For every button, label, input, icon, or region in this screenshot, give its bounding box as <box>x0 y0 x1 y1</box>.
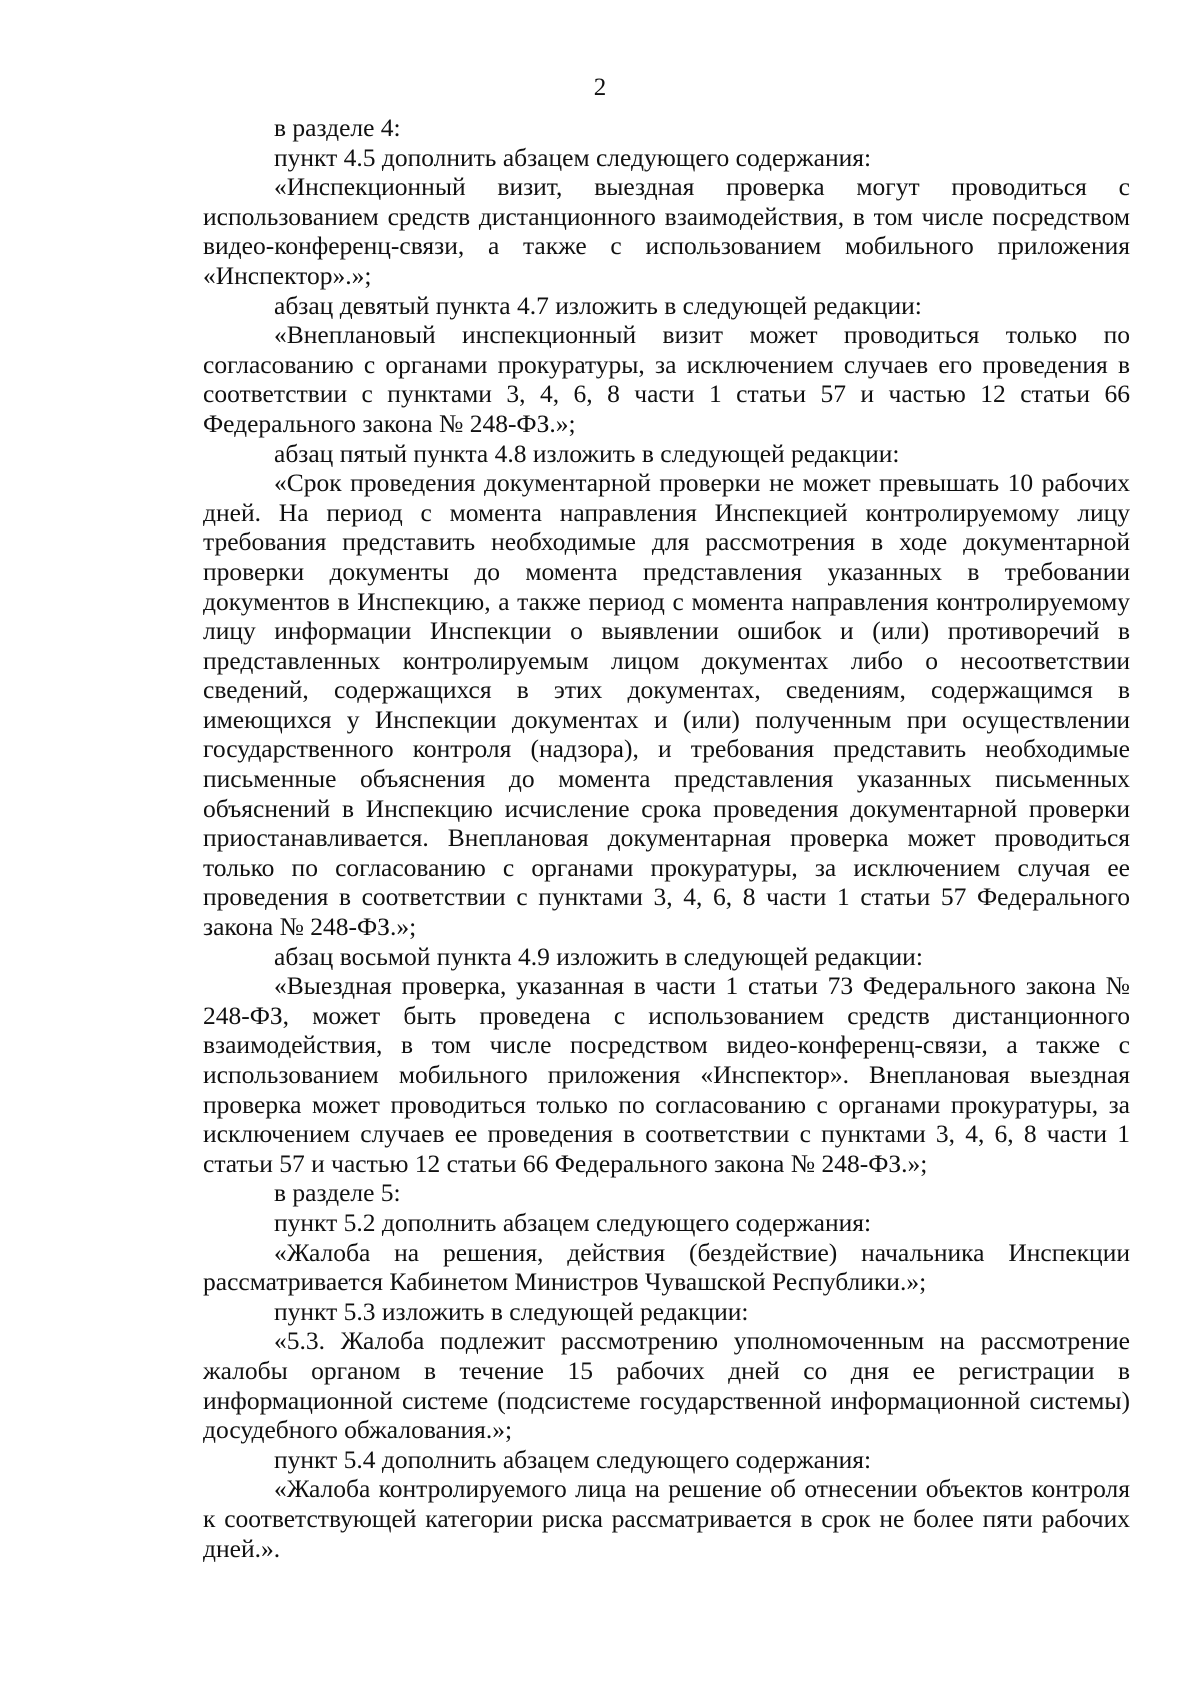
paragraph: пункт 5.3 изложить в следующей редакции: <box>274 1296 749 1326</box>
paragraph: абзац восьмой пункта 4.9 изложить в следующей редакции: <box>274 941 923 971</box>
paragraph: в разделе 5: <box>274 1178 401 1208</box>
paragraph: абзац пятый пункта 4.8 изложить в следующей редакции: <box>274 438 900 468</box>
document-body <box>203 113 1130 1563</box>
paragraph: абзац девятый пункта 4.7 изложить в следующей редакции: <box>274 290 922 320</box>
paragraph: пункт 4.5 дополнить абзацем следующего содержания: <box>274 142 872 172</box>
paragraph: в разделе 4: <box>274 113 401 142</box>
paragraph: «Выездная проверка, указанная в части 1 статьи 73 Федерального закона № 248-ФЗ, может быть проведена с использованием средств дистанционного взаимодействия, в том числе посредством видео-конференц-связи, а также с использованием мобильного приложения «Инспектор». Внеплановая выездная проверка может проводиться только по согласованию с органами прокуратуры, за исключением случаев ее проведения в соответствии с пунктами 3, 4, 6, 8 части 1 статьи 57 и частью 12 статьи 66 Федерального закона № 248-ФЗ.»; <box>203 971 1130 1178</box>
paragraph: «Жалоба на решения, действия (бездействие) начальника Инспекции рассматривается Кабинетом Министров Чувашской Республики.»; <box>203 1237 1130 1297</box>
paragraph: «Инспекционный визит, выездная проверка могут проводиться с использованием средств дистанционного взаимодействия, в том числе посредством видео-конференц-связи, а также с использованием мобильного приложения «Инспектор».»; <box>203 172 1130 290</box>
paragraph: пункт 5.4 дополнить абзацем следующего содержания: <box>274 1444 872 1474</box>
paragraph: «5.3. Жалоба подлежит рассмотрению уполномоченным на рассмотрение жалобы органом в течение 15 рабочих дней со дня ее регистрации в информационной системе (подсистеме государственной информационной системы) досудебного обжалования.»; <box>203 1326 1130 1445</box>
paragraph: «Жалоба контролируемого лица на решение об отнесении объектов контроля к соответствующей категории риска рассматривается в срок не более пяти рабочих дней.». <box>203 1474 1130 1563</box>
paragraph: «Срок проведения документарной проверки не может превышать 10 рабочих дней. На период с момента направления Инспекцией контролируемому лицу требования представить необходимые для рассмотрения в ходе документарной проверки документы до момента представления указанных в требовании документов в Инспекцию, а также период с момента направления контролируемому лицу информации Инспекции о выявлении ошибок и (или) противоречий в представленных контролируемым лицом документах либо о несоответствии сведений, содержащихся в этих документах, сведениям, содержащимся в имеющихся у Инспекции документах и (или) полученным при осуществлении государственного контроля (надзора), и требования представить необходимые письменные объяснения до момента представления указанных письменных объяснений в Инспекцию исчисление срока проведения документарной проверки приостанавливается. Внеплановая документарная проверка может проводиться только по согласованию с органами прокуратуры, за исключением случая ее проведения в соответствии с пунктами 3, 4, 6, 8 части 1 статьи 57 Федерального закона № 248-ФЗ.»; <box>203 468 1130 942</box>
paragraph: пункт 5.2 дополнить абзацем следующего содержания: <box>274 1207 872 1237</box>
page-number: 2 <box>593 74 607 101</box>
paragraph: «Внеплановый инспекционный визит может проводиться только по согласованию с органами прокуратуры, за исключением случаев его проведения в соответствии с пунктами 3, 4, 6, 8 части 1 статьи 57 и частью 12 статьи 66 Федерального закона № 248-ФЗ.»; <box>203 320 1130 438</box>
